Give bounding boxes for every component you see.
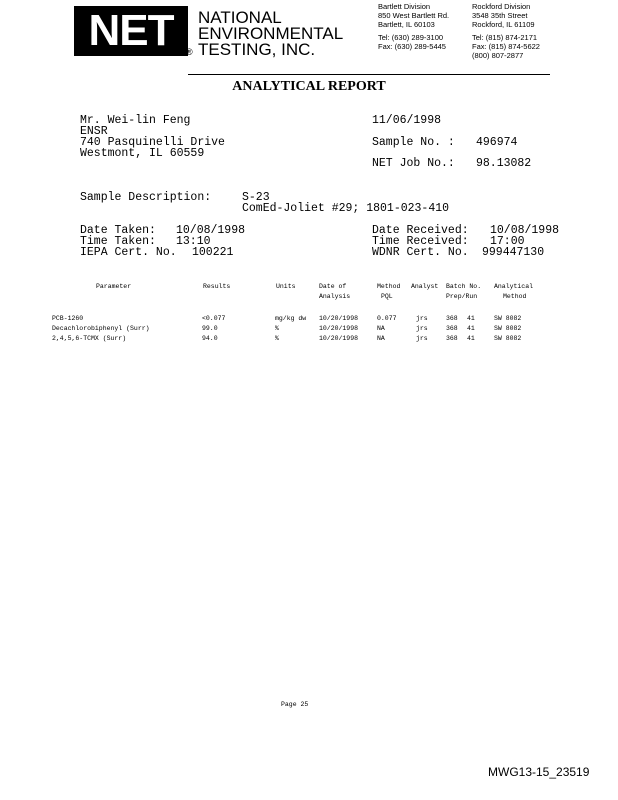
division-tel: Tel: (815) 874-2171 <box>472 33 538 42</box>
iepa-cert-value: 100221 <box>192 246 234 259</box>
cell-prep: 368 <box>446 315 458 322</box>
sample-description-label: Sample Description: <box>80 191 212 204</box>
cell-prep: 368 <box>446 325 458 332</box>
rockford-division-block <box>472 2 540 60</box>
division-address-line-2: Rockford, IL 61109 <box>472 20 535 29</box>
division-name: Rockford Division <box>472 2 531 11</box>
cell-date: 10/20/1998 <box>319 335 359 342</box>
date-taken-value: 10/08/1998 <box>176 224 246 237</box>
division-address-line-1: 3548 35th Street <box>472 11 528 20</box>
header-divider <box>188 74 550 75</box>
time-received-label: Time Received: <box>372 235 469 248</box>
division-address-line-2: Bartlett, IL 60103 <box>378 20 435 29</box>
client-company: ENSR <box>80 125 108 138</box>
col-header-date-of: Date of <box>319 283 347 290</box>
division-fax: Fax: (815) 874-5622 <box>472 42 540 51</box>
cell-units: mg/kg dw <box>275 315 307 322</box>
col-header-batch-no: Batch No. <box>446 283 482 290</box>
sample-no-label: Sample No. : <box>372 136 455 149</box>
division-fax: Fax: (630) 289-5445 <box>378 42 446 51</box>
cell-parameter: Decachlorobiphenyl (Surr) <box>52 325 150 332</box>
division-name: Bartlett Division <box>378 2 431 11</box>
col-header-pql: PQL <box>381 293 393 300</box>
cell-units: % <box>275 325 279 332</box>
cell-prep: 368 <box>446 335 458 342</box>
division-toll-free: (800) 807-2877 <box>472 51 524 60</box>
cell-run: 41 <box>467 315 475 322</box>
iepa-cert-label: IEPA Cert. No. <box>80 246 177 259</box>
col-header-analytical-method: Method <box>503 293 527 300</box>
cell-units: % <box>275 335 279 342</box>
cell-analyst: jrs <box>416 335 428 342</box>
division-address-line-1: 850 West Bartlett Rd. <box>378 11 450 20</box>
net-logo: NET <box>74 6 188 56</box>
cell-method: SW 8082 <box>494 315 522 322</box>
col-header-analysis: Analysis <box>319 293 351 300</box>
cell-result: <0.077 <box>202 315 226 322</box>
client-address-line-2: Westmont, IL 60559 <box>80 147 205 160</box>
company-name-line-3: TESTING, INC. <box>198 40 316 59</box>
cell-pql: 0.077 <box>377 315 397 322</box>
cell-run: 41 <box>467 325 475 332</box>
time-received-value: 17:00 <box>490 235 525 248</box>
wdnr-cert-label: WDNR Cert. No. <box>372 246 469 259</box>
bartlett-division-block <box>378 2 449 51</box>
time-taken-value: 13:10 <box>176 235 211 248</box>
client-address-line-1: 740 Pasquinelli Drive <box>80 136 225 149</box>
sample-no-value: 496974 <box>476 136 518 149</box>
cell-method: SW 8082 <box>494 335 522 342</box>
cell-parameter: 2,4,5,6-TCMX (Surr) <box>52 335 127 342</box>
cell-analyst: jrs <box>416 315 428 322</box>
cell-result: 99.0 <box>202 325 218 332</box>
company-name-line-1: NATIONAL <box>198 8 282 27</box>
job-no-value: 98.13082 <box>476 157 532 170</box>
time-taken-label: Time Taken: <box>80 235 156 248</box>
cell-date: 10/20/1998 <box>319 315 359 322</box>
cell-method: SW 8082 <box>494 325 522 332</box>
job-no-label: NET Job No.: <box>372 157 455 170</box>
cell-pql: NA <box>377 335 385 342</box>
date-received-label: Date Received: <box>372 224 469 237</box>
cell-result: 94.0 <box>202 335 218 342</box>
registered-mark: ® <box>186 47 193 57</box>
date-taken-label: Date Taken: <box>80 224 156 237</box>
company-name-line-2: ENVIRONMENTAL <box>198 24 344 43</box>
col-header-prep-run: Prep/Run <box>446 293 478 300</box>
cell-parameter: PCB-1260 <box>52 315 84 322</box>
col-header-results: Results <box>203 283 231 290</box>
report-title: ANALYTICAL REPORT <box>232 79 386 94</box>
sample-description-line-2: ComEd-Joliet #29; 1801-023-410 <box>242 202 450 215</box>
col-header-analytical: Analytical <box>494 283 534 290</box>
client-name: Mr. Wei-lin Feng <box>80 114 191 127</box>
col-header-parameter: Parameter <box>96 283 132 290</box>
division-tel: Tel: (630) 289-3100 <box>378 33 444 42</box>
wdnr-cert-value: 999447130 <box>482 246 545 259</box>
col-header-method: Method <box>377 283 401 290</box>
page-number: Page 25 <box>281 701 309 708</box>
sample-description-line-1: S-23 <box>242 191 270 204</box>
report-date: 11/06/1998 <box>372 114 442 127</box>
col-header-analyst: Analyst <box>411 283 439 290</box>
cell-date: 10/20/1998 <box>319 325 359 332</box>
document-id: MWG13-15_23519 <box>488 765 590 779</box>
cell-pql: NA <box>377 325 385 332</box>
cell-analyst: jrs <box>416 325 428 332</box>
cell-run: 41 <box>467 335 475 342</box>
date-received-value: 10/08/1998 <box>490 224 560 237</box>
col-header-units: Units <box>276 283 296 290</box>
